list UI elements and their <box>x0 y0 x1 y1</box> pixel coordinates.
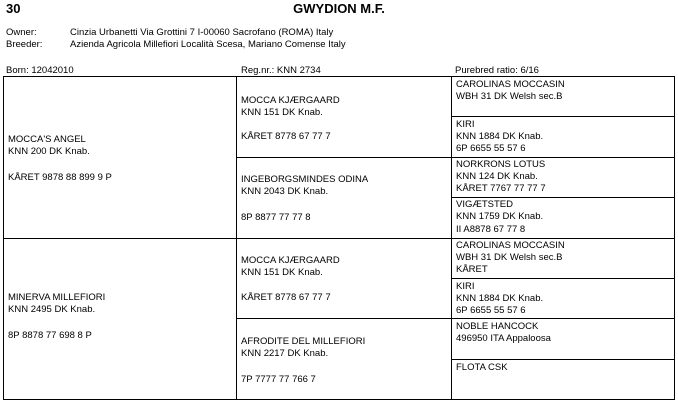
dam-name: MINERVA MILLEFIORI <box>8 292 106 303</box>
owner-label: Owner: <box>6 27 37 38</box>
gp-ds-name: MOCCA KJÆRGAARD <box>241 255 340 266</box>
ggp-dsd-reg: KNN 1884 DK Knab. <box>456 293 544 304</box>
gp-dd-reg: KNN 2217 DK Knab. <box>241 348 329 359</box>
gp-ss-score: KÅRET 8778 67 77 7 <box>241 131 331 142</box>
gp-ss-reg: KNN 151 DK Knab. <box>241 107 323 118</box>
ggp-sds-name: NORKRONS LOTUS <box>456 159 546 170</box>
gp-dd-score: 7P 7777 77 766 7 <box>241 374 316 385</box>
ggp-ssd-reg: KNN 1884 DK Knab. <box>456 131 544 142</box>
sire-score: KÅRET 9878 88 899 9 P <box>8 172 112 183</box>
gp-ss-name: MOCCA KJÆRGAARD <box>241 95 340 106</box>
gp-ds-score: KÅRET 8778 67 77 7 <box>241 292 331 303</box>
owner-value: Cinzia Urbanetti Via Grottini 7 I-00060 Sacrofano (ROMA) Italy <box>70 27 334 38</box>
ggp-dds-name: NOBLE HANCOCK <box>456 321 539 332</box>
purebred-ratio: Purebred ratio: 6/16 <box>455 65 539 76</box>
ggp-sss-reg: WBH 31 DK Welsh sec.B <box>456 91 563 102</box>
gp-ds-reg: KNN 151 DK Knab. <box>241 267 323 278</box>
ggp-sdd-score: II A8878 67 77 8 <box>456 224 526 235</box>
ggp-ssd-name: KIRI <box>456 119 475 130</box>
ggp-sdd-reg: KNN 1759 DK Knab. <box>456 211 544 222</box>
gp-sd-name: INGEBORGSMINDES ODINA <box>241 174 369 185</box>
breeder-value: Azienda Agricola Millefiori Località Scesa, Mariano Comense Italy <box>70 39 346 50</box>
sire-name: MOCCA'S ANGEL <box>8 134 86 145</box>
ggp-sss-name: CAROLINAS MOCCASIN <box>456 79 565 90</box>
ggp-ddd-name: FLOTA CSK <box>456 362 508 373</box>
catalog-number: 30 <box>6 1 21 16</box>
ggp-dds-reg: 496950 ITA Appaloosa <box>456 333 551 344</box>
ggp-ssd-score: 6P 6655 55 57 6 <box>456 143 526 154</box>
breeder-label: Breeder: <box>6 39 43 50</box>
ggp-sds-reg: KNN 124 DK Knab. <box>456 171 538 182</box>
ggp-sdd-name: VIGÆTSTED <box>456 199 514 210</box>
gp-dd-name: AFRODITE DEL MILLEFIORI <box>241 336 366 347</box>
registration-number: Reg.nr.: KNN 2734 <box>241 65 321 76</box>
ggp-dss-name: CAROLINAS MOCCASIN <box>456 240 565 251</box>
gp-sd-reg: KNN 2043 DK Knab. <box>241 186 329 197</box>
sire-reg: KNN 200 DK Knab. <box>8 146 90 157</box>
horse-name-title: GWYDION M.F. <box>293 1 385 16</box>
dam-reg: KNN 2495 DK Knab. <box>8 304 96 315</box>
born-date: Born: 12042010 <box>6 65 74 76</box>
dam-score: 8P 8878 77 698 8 P <box>8 330 92 341</box>
gp-sd-score: 8P 8877 77 77 8 <box>241 212 311 223</box>
ggp-dsd-name: KIRI <box>456 281 475 292</box>
ggp-dsd-score: 6P 6655 55 57 6 <box>456 305 526 316</box>
ggp-dss-reg: WBH 31 DK Welsh sec.B <box>456 252 563 263</box>
ggp-sds-score: KÅRET 7767 77 77 7 <box>456 183 546 194</box>
ggp-dss-score: KÅRET <box>456 264 488 275</box>
